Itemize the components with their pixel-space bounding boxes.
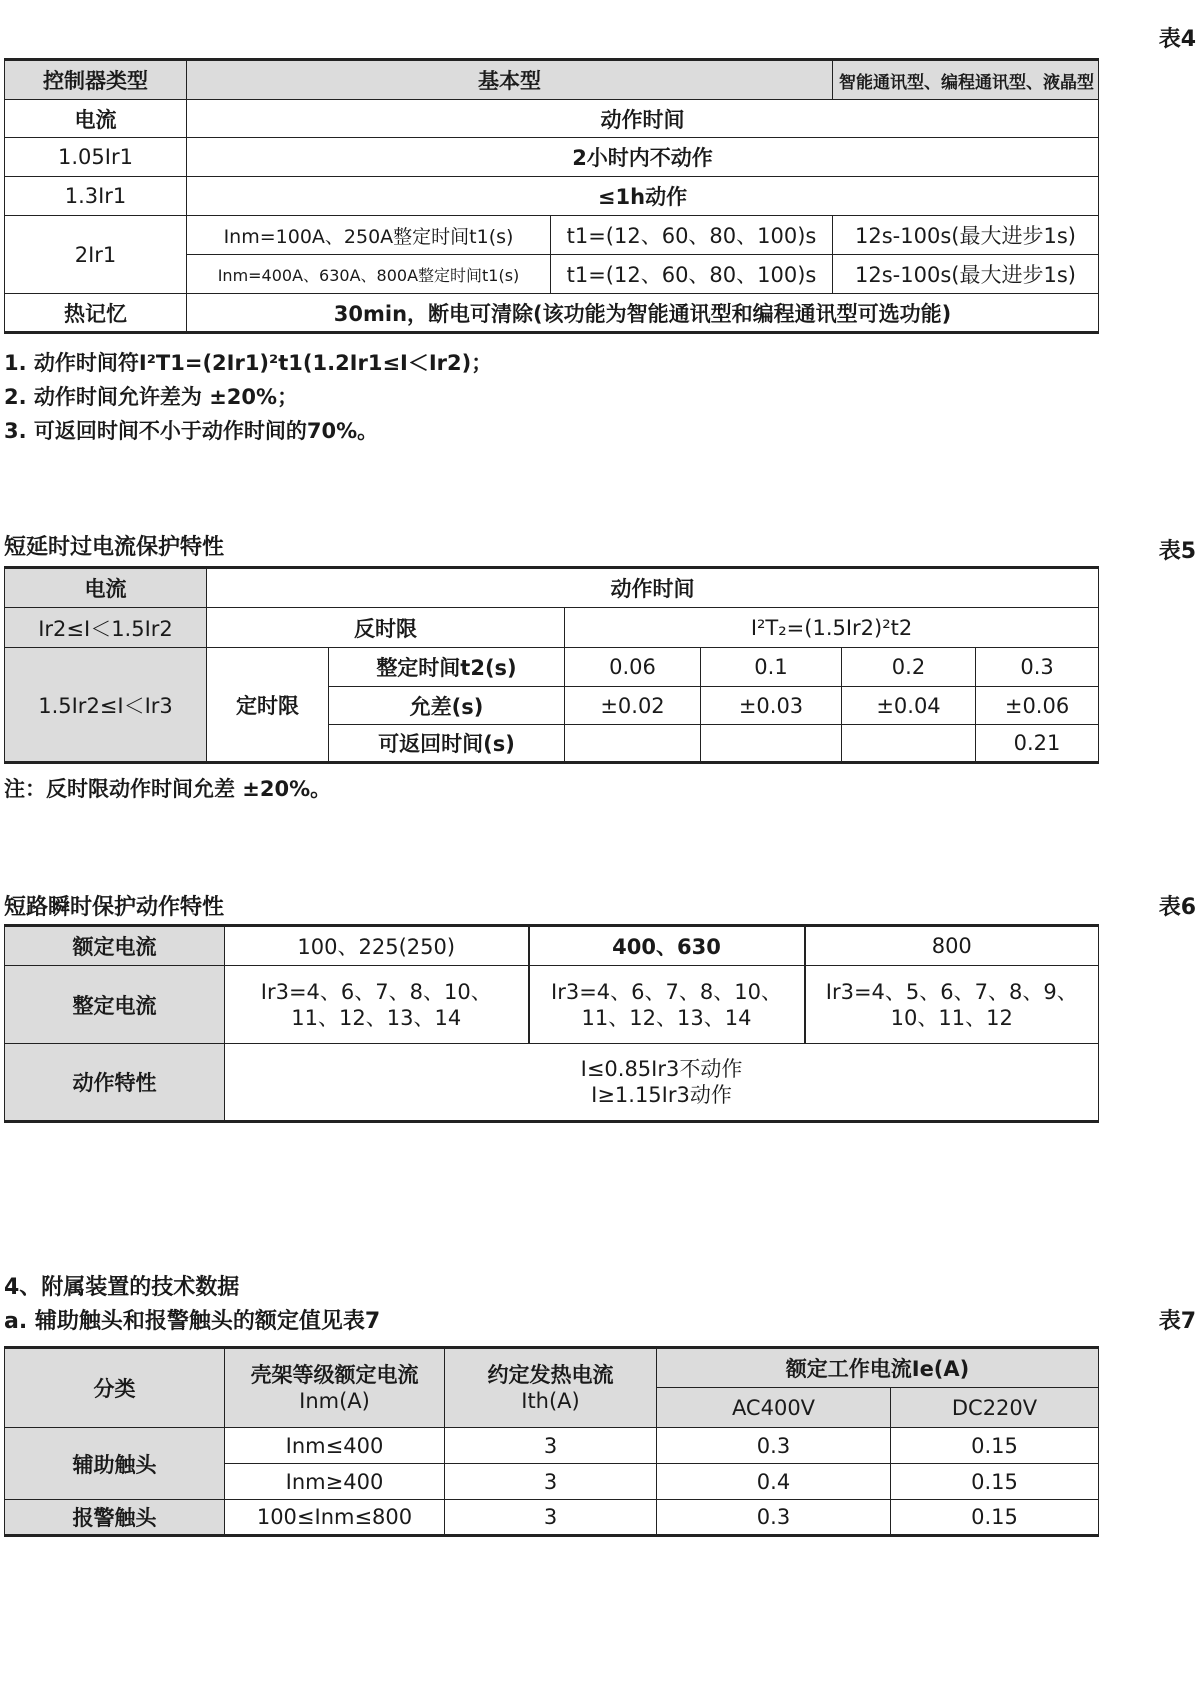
t7-heat: 3 (445, 1500, 657, 1536)
t6-rated: 800 (805, 926, 1099, 966)
t7-alarm-label: 报警触头 (5, 1500, 225, 1536)
t7-dc: 0.15 (891, 1428, 1099, 1464)
t6-setting-line: 11、12、13、14 (581, 1005, 752, 1030)
t4-sub-c: 12s-100s(最大进步1s) (833, 255, 1099, 294)
t6-setting (529, 966, 805, 1044)
t5-ret-label: 可返回时间(s) (329, 725, 565, 763)
t6-action-line: I≤0.85Ir3不动作 (580, 1057, 743, 1081)
t7-heat: 3 (445, 1464, 657, 1500)
t5-header-current: 电流 (5, 568, 207, 608)
t4-note: 2. 动作时间允许差为 ±20%； (4, 385, 299, 409)
t4-notes (4, 346, 492, 448)
t7-header-frame-line: Inm(A) (299, 1389, 370, 1413)
t6-setting-line: Ir3=4、6、7、8、10、 (260, 979, 492, 1004)
t5-tol-label: 允差(s) (329, 687, 565, 725)
t5-ret-value (565, 725, 701, 763)
section4-subtitle: a. 辅助触头和报警触头的额定值见表7 (4, 1309, 381, 1334)
t4-sub-a: Inm=100A、250A整定时间t1(s) (187, 216, 551, 255)
t5-set-value: 0.06 (565, 648, 701, 687)
t4-sub-c: 12s-100s(最大进步1s) (833, 216, 1099, 255)
t6-setting-line: 11、12、13、14 (291, 1005, 462, 1030)
t7-frame: Inm≥400 (225, 1464, 445, 1500)
t6-setting-line: Ir3=4、5、6、7、8、9、 (825, 979, 1078, 1004)
t6-rated: 100、225(250) (225, 926, 529, 966)
t6-setting-line: Ir3=4、6、7、8、10、 (551, 979, 782, 1004)
t6-header-action: 动作特性 (5, 1044, 225, 1122)
t6-setting-line: 10、11、12 (890, 1005, 1013, 1030)
t5-set-value: 0.1 (701, 648, 842, 687)
t5-tol-value: ±0.03 (701, 687, 842, 725)
t4-current-2ir1: 2Ir1 (5, 216, 187, 294)
t7-header-frame-line: 壳架等级额定电流 (250, 1363, 419, 1387)
table6-label: 表6 (1158, 895, 1196, 920)
table4 (4, 58, 1099, 334)
t4-current: 1.3Ir1 (5, 177, 187, 216)
t7-dc: 0.15 (891, 1500, 1099, 1536)
t7-frame: Inm≤400 (225, 1428, 445, 1464)
table7-label: 表7 (1158, 1309, 1196, 1334)
t7-dc: 0.15 (891, 1464, 1099, 1500)
t6-setting (805, 966, 1099, 1044)
t7-ac: 0.3 (657, 1428, 891, 1464)
t5-row1-formula: I²T₂=(1.5Ir2)²t2 (565, 608, 1099, 648)
t7-header-class: 分类 (5, 1348, 225, 1428)
table5-label: 表5 (1158, 539, 1196, 564)
t5-row1-kind: 反时限 (207, 608, 565, 648)
t5-set-value: 0.3 (976, 648, 1099, 687)
t4-header-time: 动作时间 (187, 100, 1099, 138)
table6 (4, 924, 1099, 1123)
t4-sub-b: t1=(12、60、80、100)s (551, 216, 833, 255)
t6-rated: 400、630 (529, 926, 805, 966)
t5-ret-value (842, 725, 976, 763)
t5-set-label: 整定时间t2(s) (329, 648, 565, 687)
t6-action (225, 1044, 1099, 1122)
t5-tol-value: ±0.04 (842, 687, 976, 725)
t6-header-rated: 额定电流 (5, 926, 225, 966)
t6-header-setting: 整定电流 (5, 966, 225, 1044)
t5-ret-value (701, 725, 842, 763)
t7-header-ac: AC400V (657, 1388, 891, 1428)
t5-row2-current: 1.5Ir2≤I＜Ir3 (5, 648, 207, 763)
t7-aux-label: 辅助触头 (5, 1428, 225, 1500)
table7 (4, 1346, 1099, 1537)
t4-current: 1.05Ir1 (5, 138, 187, 177)
t4-sub-b: t1=(12、60、80、100)s (551, 255, 833, 294)
section4-title: 4、附属装置的技术数据 (4, 1275, 240, 1300)
t7-frame: 100≤Inm≤800 (225, 1500, 445, 1536)
t7-ac: 0.4 (657, 1464, 891, 1500)
t5-title: 短延时过电流保护特性 (4, 535, 225, 560)
t5-set-value: 0.2 (842, 648, 976, 687)
t5-header-time: 动作时间 (207, 568, 1099, 608)
t5-tol-value: ±0.06 (976, 687, 1099, 725)
t5-row1-current: Ir2≤I＜1.5Ir2 (5, 608, 207, 648)
t7-heat: 3 (445, 1428, 657, 1464)
t4-note: 3. 可返回时间不小于动作时间的70%。 (4, 419, 379, 443)
t4-value: 2小时内不动作 (187, 138, 1099, 177)
t4-note: 1. 动作时间符I²T1=(2Ir1)²t1(1.2Ir1≤I＜Ir2)； (4, 351, 493, 375)
t4-memory-value: 30min，断电可清除(该功能为智能通讯型和编程通讯型可选功能) (187, 294, 1099, 333)
t7-header-heat (445, 1348, 657, 1428)
t4-header-type: 控制器类型 (5, 60, 187, 100)
t6-title: 短路瞬时保护动作特性 (4, 895, 225, 920)
t5-row2-kind: 定时限 (207, 648, 329, 763)
t7-header-frame (225, 1348, 445, 1428)
t7-header-dc: DC220V (891, 1388, 1099, 1428)
t7-header-work: 额定工作电流Ie(A) (657, 1348, 1099, 1388)
table4-label: 表4 (1158, 27, 1196, 52)
t6-setting (225, 966, 529, 1044)
t4-sub-a: Inm=400A、630A、800A整定时间t1(s) (187, 255, 551, 294)
t4-memory-label: 热记忆 (5, 294, 187, 333)
t5-note: 注：反时限动作时间允差 ±20%。 (4, 777, 332, 801)
t5-ret-value: 0.21 (976, 725, 1099, 763)
t7-header-heat-line: Ith(A) (521, 1389, 580, 1413)
t7-ac: 0.3 (657, 1500, 891, 1536)
t7-header-heat-line: 约定发热电流 (487, 1363, 614, 1387)
t4-header-basic: 基本型 (187, 60, 833, 100)
t4-header-current: 电流 (5, 100, 187, 138)
t6-action-line: I≥1.15Ir3动作 (591, 1083, 732, 1107)
t4-header-smart: 智能通讯型、编程通讯型、液晶型 (833, 60, 1099, 100)
t5-tol-value: ±0.02 (565, 687, 701, 725)
table5 (4, 566, 1099, 764)
t4-value: ≤1h动作 (187, 177, 1099, 216)
